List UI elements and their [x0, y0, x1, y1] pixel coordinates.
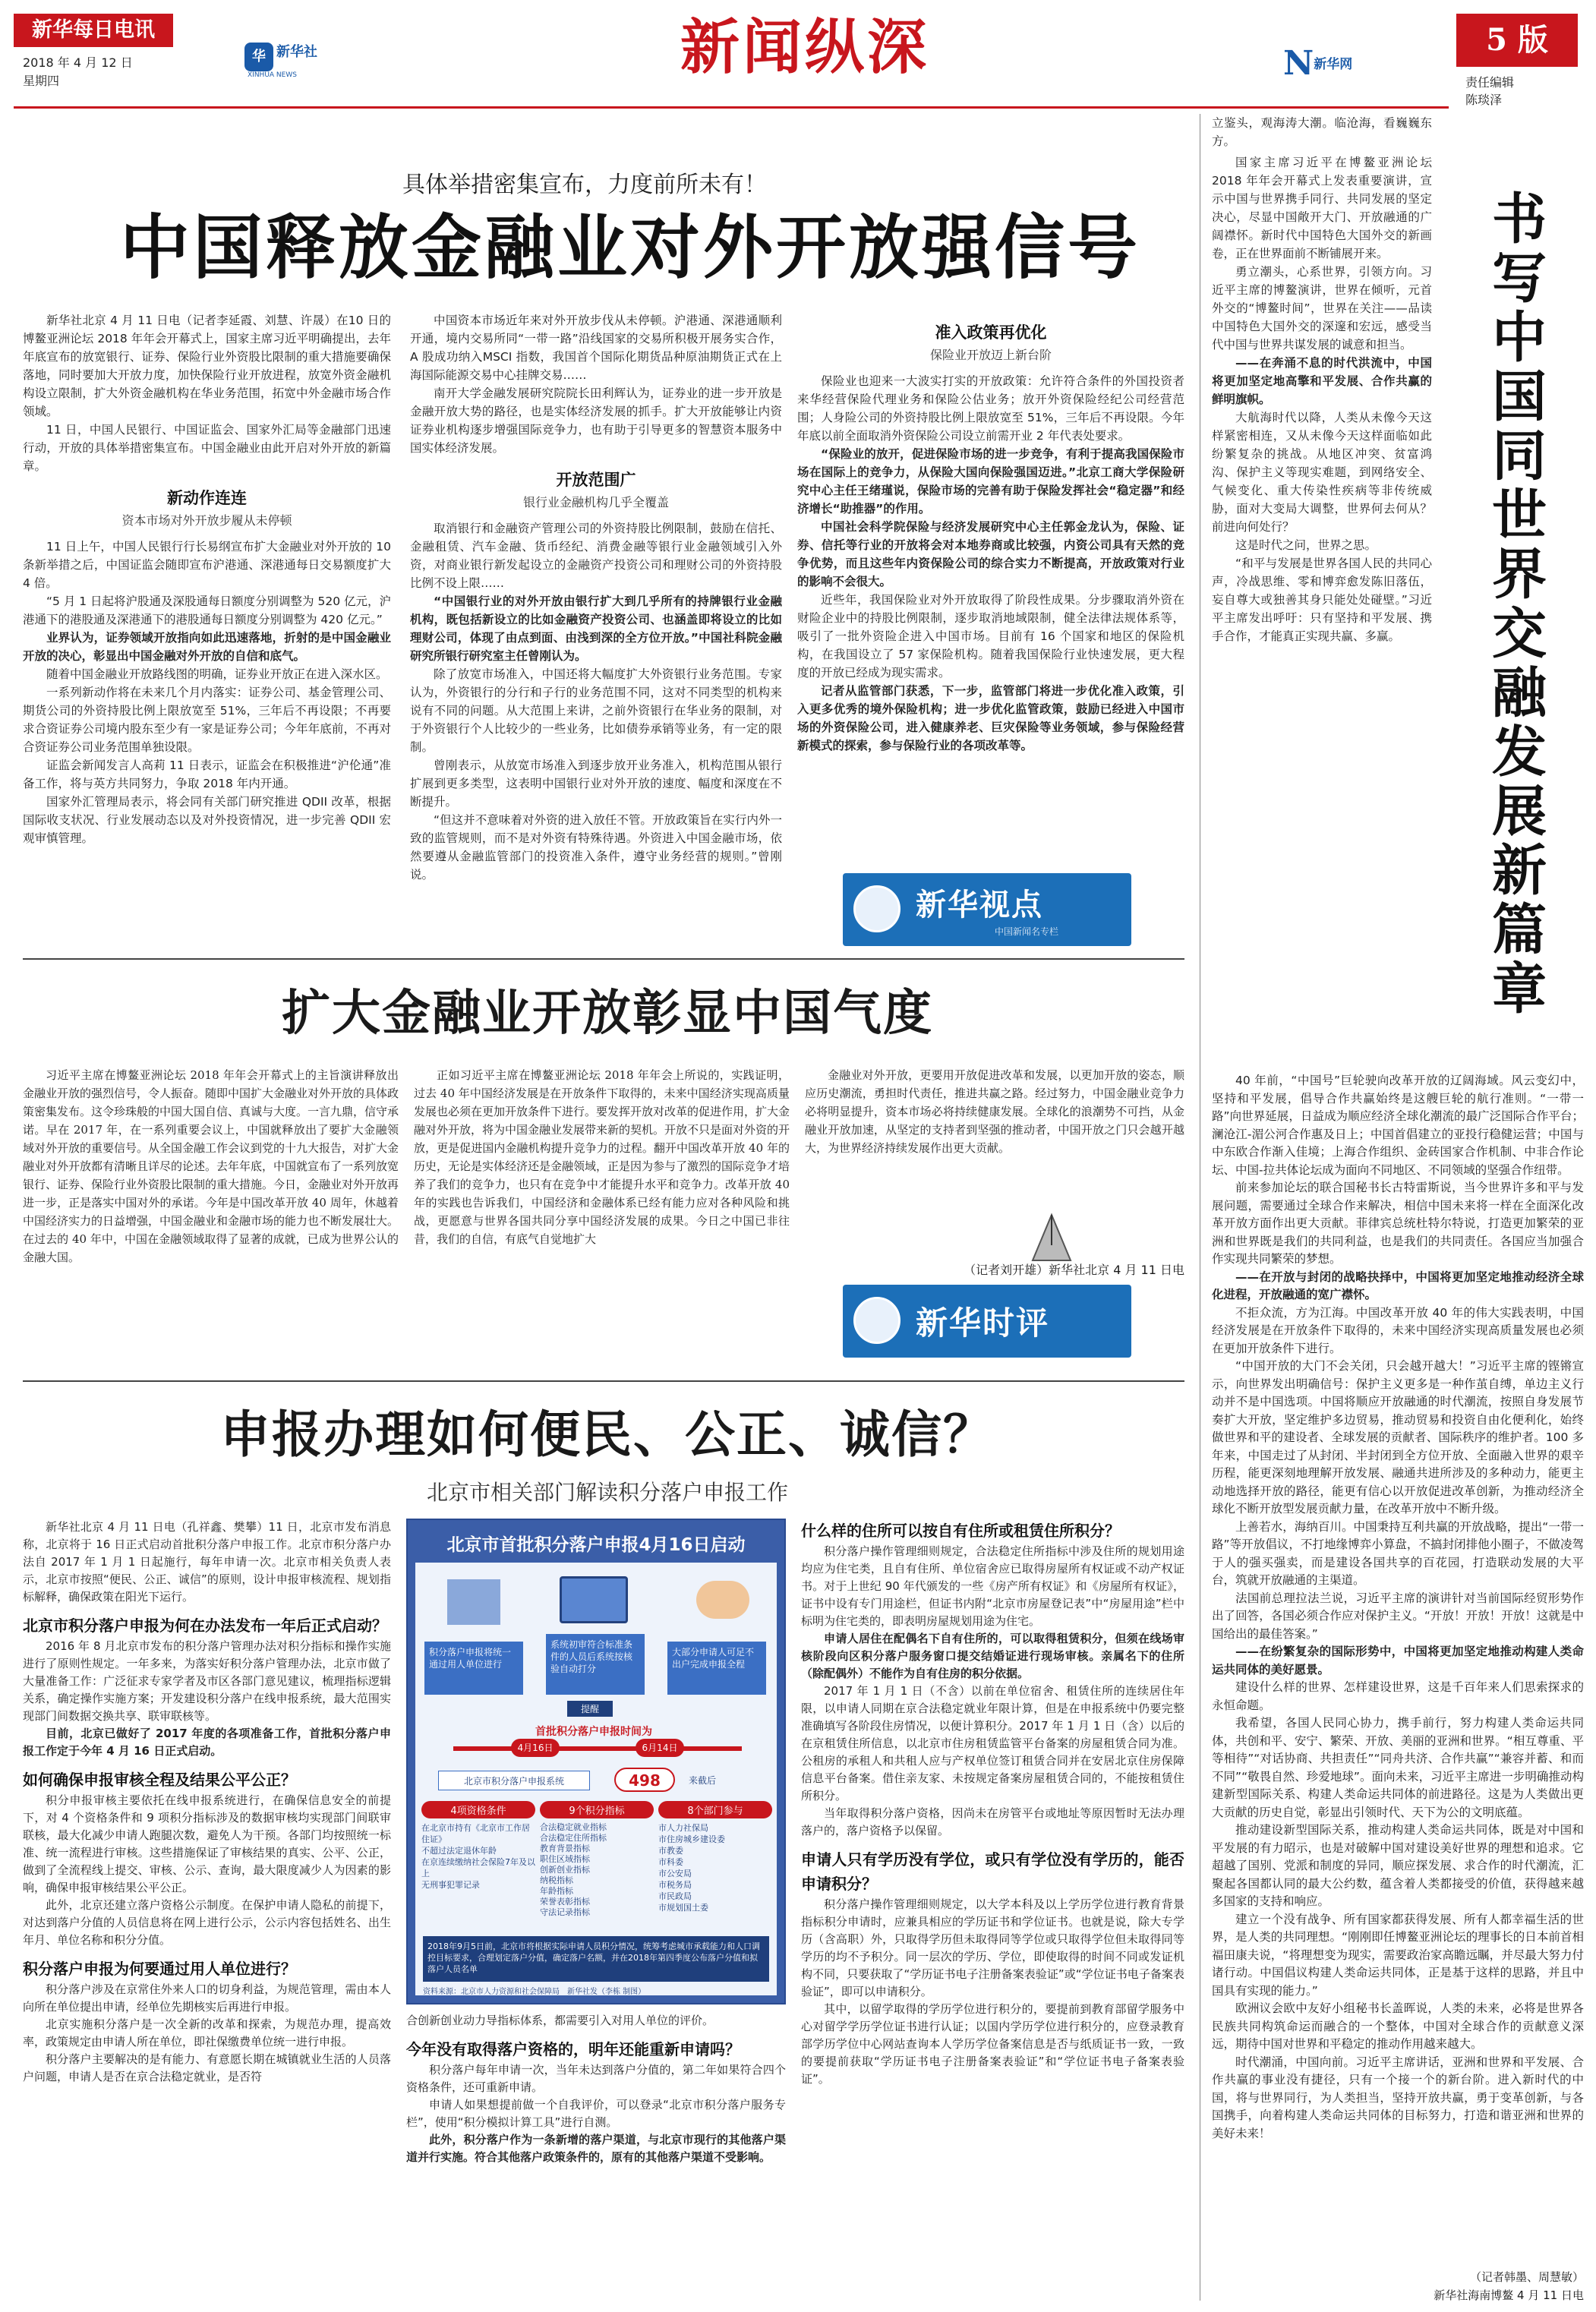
art2-col1: 习近平主席在博鳌亚洲论坛 2018 年年会开幕式上的主旨演讲释放出金融业开放的强烈信号，令人振奋。随即中国扩大金融业对外开放的具体政策密集发布。这令珍珠般的中国大国自信、真诚与大度。一言九鼎，信守承诺。早在 2017 年，在一系列重要会议上，中国就释放出了要扩大金融领域对外开放的重要信号。从全国金融工作会议到党的十九大报告，对扩大金融业对外开放都有清晰且详尽的论述。去年年底，中国就宣布了一系列放宽银行、证券、保险行业外资股比限制的重大措施。今日，金融业对外开放再进一步，正是落实中国对外的承诺。今年是中国改革开放 40 周年，休越着中国经济实力的日益增强，中国金融业和金融市场的能力也不断发展壮大。在过去的 40 年中，中国在金融领域取得了显著的成就，已成为世界公认的金融大国。 — [23, 1068, 399, 1264]
paragraph: 积分落户操作管理细则规定，合法稳定住所指标中涉及住所的规划用途均应为住宅类，且自有住所、单位宿舍应已取得房屋所有权证或不动产权证书。对于上世纪 90 年代颁发的一些《房产所有权证》和《房屋所有权证》，证书中设有专门用途栏，但证书内附“北京市房屋登记表”中“房屋用途”栏中标明为住宅类的，即表明房屋规划用途为住宅。 — [801, 1544, 1184, 1628]
paragraph: 上善若水，海纳百川。中国秉持互利共赢的开放战略，提出“一带一路”等开放倡议，不打地缘博弈小算盘，不搞封闭排他小圈子，不做凌驾于人的强买强卖，而是建设各国共享的百花园，打造联动发展的大平台，筑就开放融通的主渠道。 — [1212, 1519, 1584, 1587]
paragraph: 北京实施积分落户是一次全新的改革和探索，为规范办理，提高效率，政策规定由申请人所在单位，即社保缴费单位统一进行申报。 — [23, 2017, 391, 2049]
paragraph: 积分落户每年申请一次，当年未达到落户分值的，第二年如果符合四个资格条件，还可重新申请。 — [406, 2063, 786, 2094]
divider — [23, 1380, 1184, 1382]
paragraph: 积分落户主要解决的是有能力、有意愿长期在城镇就业生活的人员落户问题，申请人是否在京合法稳定就业，是否符 — [23, 2052, 391, 2083]
paragraph: 欧洲议会欧中友好小组秘书长盖晖说，人类的未来，必将是世界各民族共同构筑命运而融合的一个整体，中国对全球合作的贡献意义深远，期待中国对世界和平稳定的推动作用越来越大。 — [1212, 2001, 1584, 2051]
globe-icon — [853, 1297, 901, 1344]
xinhua-view-title: 新华视点 — [916, 888, 1043, 923]
editor-name: 陈琰泽 — [1465, 93, 1503, 107]
art1-kicker: 具体举措密集宣布，力度前所未有！ — [402, 172, 767, 198]
right-column-top — [1212, 114, 1432, 150]
divider — [23, 958, 1184, 960]
art1-sec3-title: 准入政策再优化 — [935, 323, 1047, 342]
paragraph: 大航海时代以降，人类从未像今天这样紧密相连，又从未像今天这样面临如此纷繁复杂的挑战。从地区冲突、贫富鸿沟、保护主义等现实难题，到网络安全、气候变化、重大传染性疾病等非传统威胁，面对大变局大调整，世界何去何从？前进向何处行？ — [1212, 411, 1432, 534]
paragraph: ——在奔涌不息的时代洪流中，中国将更加坚定地高擎和平发展、合作共赢的鲜明旗帜。 — [1212, 356, 1432, 406]
paragraph: 合创新创业动力导指标体系，都需要引入对用人单位的评价。 — [406, 2014, 714, 2027]
page-number: 5 版 — [1486, 22, 1548, 58]
page-number-box — [1456, 14, 1578, 67]
paragraph: 建设什么样的世界、怎样建设世界，这是千百年来人们思索探求的永恒命题。 — [1212, 1680, 1584, 1712]
paragraph: 积分落户涉及在京常住外来人口的切身利益，为规范管理，需由本人向所在单位提出申请，经单位先期核实后再进行申报。 — [23, 1982, 391, 2014]
paragraph: 中国资本市场近年来对外开放步伐从未停顿。沪港通、深港通顺利开通，境内交易所同“一带一路”沿线国家的交易所积极开展务实合作，A 股成功纳入MSCI 指数，我国首个国际化期货品种原油期货正式在上海国际能源交易中心挂牌交易…… — [410, 314, 782, 382]
infographic-cat-item: 守法记录指标 — [540, 1907, 590, 1917]
infographic-cat — [658, 1801, 772, 1926]
infographic-cat-item: 职住区域指标 — [540, 1854, 590, 1864]
infographic-cat-item: 市公安局 — [658, 1869, 692, 1878]
art3-lead: 新华社北京 4 月 11 日电（孔祥鑫、樊攀）11 日，北京市发布消息称，北京将于 16 日正式启动首批积分落户申报工作。北京市积分落户办法自 2017 年 1 月 1 日起施行，每年申请一次。北京市相关负责人表示，北京市按照“便民、公正、诚信”的原则，设计申报审核流程、规划指标解释，确保政策在阳光下运行。 — [23, 1520, 391, 1604]
infographic-cat-item: 年龄指标 — [540, 1886, 573, 1896]
paragraph: 2016 年 8 月北京市发布的积分落户管理办法对积分指标和操作实施进行了原则性规定。一年多来，为落实好积分落户管理办法，北京市做了大量准备工作：广泛征求专家学者及市区各部门意见建议，梳理指标逻辑关系，确定操作实施方案；开发建设积分落户在线申报系统，最大范围实现部门间数据交换共享、联审联核等。 — [23, 1639, 391, 1723]
paragraph: 此外，积分落户作为一条新增的落户渠道，与北京市现行的其他落户渠道并行实施。符合其他落户政策条件的，原有的其他落户渠道不受影响。 — [406, 2133, 786, 2164]
paragraph: 除了放宽市场准入，中国还将大幅度扩大外资银行业务范围。专家认为，外资银行的分行和子行的业务范围不同，这对不同类型的机构来说有不同的问题。从大范围上来讲，之前外资银行在华业务的限制，对于外资银行个人比较少的一些业务，比如债券承销等业务，有一定的限制。 — [410, 667, 782, 754]
art3-q3: 积分落户申报为何要通过用人单位进行？ — [23, 1960, 296, 1978]
infographic-cat-item: 教育背景指标 — [540, 1844, 590, 1853]
right-credit-2: 新华社海南博鳌 4 月 11 日电 — [1434, 2288, 1584, 2302]
paragraph: 取消银行和金融资产管理公司的外资持股比例限制，鼓励在信托、金融租赁、汽车金融、货币经纪、消费金融等银行业金融领域引入外资，对商业银行新发起设立的金融资产投资公司和理财公司的外资持股比例不设上限…… — [410, 522, 782, 590]
art3-headline: 申报办理如何便民、公正、诚信？ — [220, 1405, 995, 1464]
art1-col2 — [410, 311, 782, 949]
paragraph: ——在开放与封闭的战略抉择中，中国将更加坚定地推动经济全球化进程，开放融通的宽广襟怀。 — [1212, 1270, 1584, 1301]
paragraph: 国家主席习近平在博鳌亚洲论坛 2018 年年会开幕式上发表重要演讲，宣示中国与世界携手同行、共同发展的坚定决心，尽显中国敞开大门、开放融通的广阔襟怀。新时代中国特色大国外交的新画卷，正在世界面前不断铺展开来。 — [1212, 156, 1432, 260]
paragraph: ——在纷繁复杂的国际形势中，中国将更加坚定地推动构建人类命运共同体的美好愿景。 — [1212, 1645, 1584, 1676]
building-icon — [447, 1579, 500, 1625]
xinhua-logo — [244, 43, 320, 88]
infographic-cat — [421, 1801, 535, 1926]
paragraph: 近些年，我国保险业对外开放取得了阶段性成果。分步骤取消外资在财险企业中的持股比例限制，逐步取消地域限制，健全法律法规体系等，吸引了一批外资险企进入中国市场。目前有 16 个国家和地区的保险机构，在我国设立了 57 家保险机构。随着我国保险行业快速发展，更大程度的开放已经成为现实需求。 — [797, 593, 1184, 680]
right-full-text — [1212, 1072, 1584, 2257]
art1-headline: 中国释放金融业对外开放强信号 — [119, 207, 1140, 289]
paragraph: 国家外汇管理局表示，将会同有关部门研究推进 QDII 改革，根据国际收支状况、行业发展动态以及对外投资情况，进一步完善 QDII 宏观审慎管理。 — [23, 795, 391, 845]
timeline-bar — [453, 1746, 742, 1751]
infographic-cat-title: 8个部门参与 — [658, 1801, 772, 1818]
infographic-timeline-title: 首批积分落户申报时间为 — [535, 1726, 652, 1738]
paragraph: 一系列新动作将在未来几个月内落实：证券公司、基金管理公司、期货公司的外资持股比例上限放宽至 51%，三年后不再设限；不再要求合资证券公司境内股东至少有一家是证券公司；今年年底前，不再对合资证券公司业务范围单独设限。 — [23, 686, 391, 754]
art3-q6: 申请人只有学历没有学位，或只有学位没有学历的，能否申请积分？ — [801, 1850, 1184, 1893]
infographic-box3: 大部分申请人可足不出户完成申报全程 — [667, 1642, 766, 1695]
infographic-cat-item: 创新创业指标 — [540, 1865, 590, 1875]
infographic-cat-item: 在北京市持有《北京市工作居住证》 — [421, 1823, 530, 1844]
art3-col2 — [406, 2012, 786, 2297]
paragraph: 随着中国金融业开放路线图的明确，证券业开放正在进入深水区。 — [46, 667, 388, 681]
paragraph: 2017 年 1 月 1 日（不含）以前在单位宿舍、租赁住所的连续居住年限，以申请人同期在京合法稳定就业年限计算，但是在申报系统中仍要完整准确填写各阶段住房情况，以便计算积分。2017 年 1 月 1 日（含）以后的在京租赁住所信息，以北京市住房租赁监管平台备案的房屋租赁合同为准。公租房的承租人和共租人应与产权单位签订租赁合同并在安居北京住房保障信息平台备案。借住亲友家、未按规定备案房屋租赁合同的，不能按租赁住所积分。 — [801, 1684, 1184, 1803]
art1-sec2-sub: 银行业金融机构几乎全覆盖 — [522, 495, 669, 509]
art3-q1: 北京市积分落户申报为何在办法发布一年后正式启动？ — [23, 1617, 387, 1635]
news-logo-icon: N — [1283, 44, 1314, 83]
infographic-cat-item: 纳税指标 — [540, 1875, 573, 1885]
paragraph: 其中，以留学取得的学历学位进行积分的，要提前到教育部留学服务中心对留学学历学位证书进行认证；以国内学历学位进行积分的，应登录教育部学历学位中心网站查询本人学历学位备案信息是否与纸质证书一致，一致的要提前获取“学历证书电子注册备案表验证”和“学位证书电子备案表验证”。 — [801, 2002, 1184, 2086]
news-logo-text: 新华网 — [1314, 57, 1353, 72]
paragraph: “和平与发展是世界各国人民的共同心声，冷战思维、零和博弈愈发陈旧落伍，妄自尊大或独善其身只能处处碰壁。”习近平主席发出呼吁：只有坚持和平发展、携手合作，才能真正实现共赢、多赢。 — [1212, 557, 1432, 643]
infographic-cat-item: 在京连续缴纳社会保险7年及以上 — [421, 1857, 535, 1878]
infographic-system-label: 北京市积分落户申报系统 — [438, 1771, 590, 1790]
infographic-cat-item: 合法稳定就业指标 — [540, 1822, 607, 1832]
art3-q5: 什么样的住所可以按自有住所或租赁住所积分？ — [801, 1522, 1120, 1540]
paragraph: “但这并不意味着对外资的进入放任不管。开放政策旨在实行内外一致的监管规则，而不是对外资有特殊待遇。外资进入中国金融市场，依然要遵从金融监管部门的投资准入条件，遵守业务经营的规则。”曾刚说。 — [410, 813, 782, 882]
masthead-brand: 新华每日电讯 — [32, 18, 155, 42]
paragraph: 证监会新闻发言人高莉 11 日表示，证监会在积极推进“沪伦通”准备工作，将与英方共同努力，争取 2018 年内开通。 — [23, 759, 391, 790]
art1-col1 — [23, 311, 391, 949]
paragraph: 曾刚表示，从放宽市场准入到逐步放开业务准入，机构范围从银行扩展到更多类型，这表明中国银行业对外开放的速度、幅度和深度在不断提升。 — [410, 759, 782, 809]
paragraph: 记者从监管部门获悉，下一步，监管部门将进一步优化准入政策，引入更多优秀的境外保险机构；进一步优化监管政策，鼓励已经进入中国市场的外资保险公司，进入健康养老、巨灾保险等业务领域，参与保险经营新模式的探索，参与保险行业的各项改革等。 — [797, 684, 1184, 752]
paragraph: 勇立潮头，心系世界，引领方向。习近平主席的博鳌演讲，世界在倾听，元首外交的“博鳌时间”，世界在关注——品读中国特色大国外交的深邃和宏远，感受当代中国与世界共谋发展的诚意和担当。 — [1212, 265, 1432, 352]
infographic-cat-title: 9个积分指标 — [540, 1801, 654, 1818]
paragraph: 申请人如果想提前做一个自我评价，可以登录“北京市积分落户服务专栏”，使用“积分模拟计算工具”进行自测。 — [406, 2098, 786, 2129]
infographic-cat-item: 无刑事犯罪记录 — [421, 1880, 480, 1890]
paragraph: “中国银行业的对外开放由银行扩大到几乎所有的持牌银行业金融机构，既包括新设立的比如金融资产投资公司、也涵盖即将设立的比如理财公司，体现了由点到面、由浅到深的全方位开放。”中国社科院金融研究所银行研究室主任曾刚认为。 — [410, 595, 782, 663]
infographic-box1: 积分落户申报将统一通过用人单位进行 — [424, 1642, 523, 1695]
infographic-cat-row — [421, 1801, 771, 1926]
paragraph: 此外，北京还建立落户资格公示制度。在保护申请人隐私的前提下，对达到落户分值的人员信息将在网上进行公示，公示内容包括姓名、出生年月、单位名称和积分分值。 — [23, 1898, 391, 1947]
paragraph: 申请人居住在配偶名下自有住所的，可以取得租赁积分，但须在线场审核阶段向区积分落户服务窗口提交结婚证进行现场审核。亲属名下的住所（除配偶外）不能作为自有住房的积分依据。 — [801, 1632, 1184, 1680]
infographic-cat-item: 市规划国土委 — [658, 1903, 708, 1913]
infographic-cat-item: 不超过法定退休年龄 — [421, 1846, 497, 1856]
masthead-brand-box — [14, 14, 173, 47]
paragraph: 保险业也迎来一大波实打实的开放政策：允许符合条件的外国投资者来华经营保险代理业务和保险公估业务；放开外资保险经纪公司经营范围；人身险公司的外资持股比例上限放宽至 51%，三年后不再设限。今年年底以前全面取消外资保险公司设立前需开业 2 年代表处要求。 — [797, 374, 1184, 443]
right-vertical-title: 书写中国同世界交融发展新篇章 — [1483, 190, 1547, 1019]
paragraph: 40 年前，“中国号”巨轮驶向改革开放的辽阔海域。风云变幻中，坚持和平发展，倡导合作共赢始终是这艘巨轮的航行准则。“一带一路”向世界延展，日益成为顺应经济全球化潮流的最广泛国际合作平台；澜沧江-湄公河合作惠及日上；中国首倡建立的亚投行稳健运营；中国与中东欧合作渐入佳境；上海合作组织、金砖国家合作机制、中非合作论坛、中国-拉共体论坛成为面向不同地区、不同领域的坚强合作纽带。 — [1212, 1074, 1584, 1177]
paragraph: 这是时代之问，世界之思。 — [1235, 538, 1377, 552]
paragraph: 南开大学金融发展研究院院长田利辉认为，证券业的进一步开放是金融开放大势的路径，也是实体经济发展的抓手。扩大开放能够让内资证券业机构逐步增强国际竞争力，也有助于引导更多的智慧资本服务中国实体经济发展。 — [410, 386, 782, 455]
infographic-footer: 2018年9月5日前，北京市将根据实际申请人员积分情况，统筹考虑城市承载能力和人口调控目标要求，合理划定落户分值，确定落户名额，并在2018年第四季度公布落户分值和拟落户人员名单 — [423, 1936, 769, 1982]
paragraph: “保险业的放开，促进保险市场的进一步竞争，有利于提高我国保险市场在国际上的竞争力，从保险大国向保险强国迈进。”北京工商大学保险研究中心主任王绪瑾说，保险市场的完善有助于保险发挥社会“稳定器”和经济增长“助推器”的作用。 — [797, 447, 1184, 516]
art3-col3 — [801, 1519, 1184, 2297]
art1-lead2: 11 日，中国人民银行、中国证监会、国家外汇局等金融部门迅速行动，开放的具体举措密集宣布。中国金融业由此开启对外开放的新篇章。 — [23, 423, 391, 473]
right-side-text — [1212, 153, 1432, 1065]
pen-icon — [1017, 1200, 1086, 1268]
xinhua-view-sub: 中国新闻名专栏 — [995, 926, 1059, 937]
paragraph: 积分落户操作管理细则规定，以大学本科及以上学历学位进行教育背景指标积分申请时，应兼具相应的学历证书和学位证书。也就是说，除大专学历（含高职）外，只取得学历但未取得同等学位或只取得学位但未取得同等学历的均不予积分。同一层次的学历、学位，即使取得的时间不同或发证机构不同，只要获取了“学历证书电子注册备案表验证”或“学位证书电子备案表验证”，即可以申请积分。 — [801, 1897, 1184, 1998]
infographic-cat-item: 市住房城乡建设委 — [658, 1834, 725, 1844]
infographic-cat-item: 市人力社保局 — [658, 1823, 708, 1833]
infographic-cat-item: 合法稳定住所指标 — [540, 1833, 607, 1843]
infographic-cat-item: 荣誉表彰指标 — [540, 1897, 590, 1907]
section-title: 新闻纵深 — [680, 13, 929, 82]
paragraph: 建立一个没有战争、所有国家都获得发展、所有人都幸福生活的世界，是人类的共同理想。“刚刚即任博鳌亚洲论坛的理事长的日本前首相福田康夫说，“将理想变为现实，需要政治家高瞻远瞩，并尽最大努力付诸行动。中国倡议构建人类命运共同体，正是基于这样的思路，并且中国具有实现的能力。” — [1212, 1912, 1584, 1998]
xinhua-logo-text: 新华社 — [276, 44, 317, 60]
timeline-date-end: 6月14日 — [636, 1739, 684, 1757]
handshake-icon — [696, 1581, 749, 1619]
paragraph: 时代潮涌，中国向前。习近平主席讲话，亚洲和世界和平发展、合作共赢的事业没有捷径，只有一个接一个的新台阶。进入新时代的中国，将与世界同行，为人类担当，坚持开放共赢，勇于变革创新，与各国携手，向着构建人类命运共同体的目标努力，打造和谐亚洲和世界的美好未来！ — [1212, 2055, 1584, 2140]
art2-headline: 扩大金融业开放彰显中国气度 — [282, 985, 933, 1042]
art1-sec1-title: 新动作连连 — [167, 489, 247, 507]
art3-q4: 今年没有取得落户资格的，明年还能重新申请吗？ — [406, 2040, 740, 2058]
infographic-cat — [540, 1801, 654, 1926]
infographic-title: 北京市首批积分落户申报4月16日启动 — [446, 1535, 746, 1555]
paragraph: 业界认为，证券领域开放指向如此迅速落地，折射的是中国金融业开放的决心，彰显出中国金融对外开放的自信和底气。 — [23, 631, 391, 663]
editor-label: 责任编辑 — [1465, 75, 1515, 90]
masthead-date: 2018 年 4 月 12 日 — [23, 55, 133, 70]
infographic — [406, 1519, 786, 2004]
art3-deck: 北京市相关部门解读积分落户申报工作 — [426, 1480, 788, 1505]
art2-credit: （记者刘开雄）新华社北京 4 月 11 日电 — [964, 1263, 1184, 1277]
paragraph: 前来参加论坛的联合国秘书长古特雷斯说，当今世界许多和平与发展问题，需要通过全球合作来解决，相信中国未来将一样在全面深化改革开放方面作出更大贡献。菲律宾总统杜特尔特说，打造更加繁荣的亚洲和世界既是我们的共同利益，也是我们的共同责任。各国应当加强合作实现共同繁荣的梦想。 — [1212, 1181, 1584, 1266]
infographic-cat-item: 市民政局 — [658, 1891, 692, 1901]
news-logo — [1283, 43, 1389, 88]
masthead-weekday: 星期四 — [23, 74, 60, 88]
art1-sec1-sub: 资本市场对外开放步履从未停顿 — [121, 513, 292, 528]
xinhua-logo-sub: XINHUA NEWS — [248, 71, 297, 79]
infographic-cat-item: 市教委 — [658, 1846, 683, 1856]
globe-icon — [853, 885, 901, 932]
paragraph: “中国开放的大门不会关闭，只会越开越大！”习近平主席的铿锵宣示，向世界发出明确信号：保护主义更多是一种作茧自缚，单边主义行动并不是中国选项。中国将顺应开放融通的时代潮流，按照自身发展节奏扩大开放，坚定维护多边贸易，推动贸易和投资自由化便利化，始终做世界和平的建设者、全球发展的贡献者、国际秩序的维护者。100 多年来，中国走过了从封闭、半封闭到全方位开放、全面融入世界的艰辛历程，能更深刻地理解开放发展、融通共进所涉及的多种动力，能更主动地选择开放的路径，能更有信心以开放促进改革创新，为推动经济全球化不断开放型发展贡献力量，在改革开放中不断升级。 — [1212, 1359, 1584, 1516]
art2-col3: 金融业对外开放，更要用开放促进改革和发展，以更加开放的姿态，顺应历史潮流，勇担时代责任，推进共赢之路。经过努力，中国金融业竞争力必将明显提升，资本市场必将持续健康发展。全球化的浪潮势不可挡，从金融业开放加速，从坚定的支持者到坚强的推动者，中国开放之门只会越开越大，为世界经济持续发展作出更大贡献。 — [805, 1068, 1184, 1155]
xinhua-view-badge — [843, 873, 1131, 946]
paragraph: 我希望，各国人民同心协力，携手前行，努力构建人类命运共同体，共创和平、安宁、繁荣、开放、美丽的亚洲和世界。“相互尊重、平等相待”“对话协商、共担责任”“同舟共济、合作共赢”“兼容并蓄、和而不同”“敬畏自然、珍爱地球”。面向未来，习近平主席进一步明确推动构建新型国际关系、构建人类命运共同体的前进路径。这是为人类做出更大贡献的历史自觉，彰显出引领时代、天下为公的文明底蕴。 — [1212, 1716, 1584, 1819]
infographic-cat-item: 市科委 — [658, 1857, 683, 1867]
xinhua-logo-icon: 华 — [244, 43, 273, 71]
paragraph: 11 日上午，中国人民银行行长易纲宣布扩大金融业对外开放的 10 条新举措之后，中国证监会随即宣布沪港通、深港通每日交易额度扩大 4 倍。 — [23, 540, 391, 590]
infographic-box2: 系统初审符合标准条件的人员后系统按核验自动打分 — [546, 1634, 645, 1695]
art3-q2: 如何确保申报审核全程及结果公平公正？ — [23, 1771, 296, 1789]
art1-sec3-sub: 保险业开放迈上新台阶 — [929, 348, 1052, 362]
art1-sec2-title: 开放范围广 — [556, 471, 636, 489]
art3-col1 — [23, 1519, 391, 2297]
infographic-cat-item: 市税务局 — [658, 1880, 692, 1890]
computer-icon — [560, 1576, 628, 1623]
infographic-source: 资料来源：北京市人力资源和社会保障局 新华社发（李栋 制图） — [423, 1988, 646, 1996]
paragraph: 推动建设新型国际关系，推动构建人类命运共同体，既是对中国和平发展的有力昭示，也是对破解中国对建设美好世界的理想和追求。它超越了国别、党派和制度的异同，顺应探发展、求合作的时代潮流，汇聚起各国都认同的最大公约数，蕴含着人类都接受的价值，获得越来越多国家的支持和响应。 — [1212, 1823, 1584, 1908]
paragraph: 中国社会科学院保险与经济发展研究中心主任郭金龙认为，保险、证券、信托等行业的开放将会对本地券商或比较强，内资公司具有天然的竞争优势，而且这些年内资保险公司的综合实力不断提高，开放政策对行业的影响不会很大。 — [797, 520, 1184, 588]
paragraph: 不拒众流，方为江海。中国改革开放 40 年的伟大实践表明，中国经济发展是在开放条件下取得的，未来中国经济实现高质量发展也必须在更加开放条件下进行。 — [1212, 1305, 1584, 1355]
paragraph: “5 月 1 日起将沪股通及深股通每日额度分别调整为 520 亿元，沪港通下的港股通及深港通下的港股通每日额度分别调整为 420 亿元。” — [23, 595, 391, 626]
paragraph: 法国前总理拉法兰说，习近平主席的演讲针对当前国际经贸形势作出了回答，各国必须合作应对保护主义。“开放！开放！开放！这就是中国给出的最佳答案。” — [1212, 1591, 1584, 1641]
art1-col3 — [797, 311, 1184, 866]
infographic-score-label: 来截后 — [689, 1775, 717, 1786]
xinhua-review-badge — [843, 1285, 1131, 1358]
timeline-date-start: 4月16日 — [511, 1739, 560, 1757]
paragraph: 立鉴头，观海涛大潮。临沧海，看巍巍东方。 — [1212, 116, 1432, 148]
infographic-score: 498 — [614, 1768, 675, 1792]
masthead-rule — [14, 106, 1449, 109]
infographic-cat-title: 4项资格条件 — [421, 1801, 535, 1818]
xinhua-review-title: 新华时评 — [916, 1304, 1050, 1342]
paragraph: 目前，北京已做好了 2017 年度的各项准备工作，首批积分落户申报工作定于今年 4 月 16 日正式启动。 — [23, 1727, 391, 1758]
art2-col2: 正如习近平主席在博鳌亚洲论坛 2018 年年会上所说的，实践证明，过去 40 年中国经济发展是在开放条件下取得的，未来中国经济实现高质量发展也必须在更加开放条件下进行。要发挥开放对改革的促进作用，扩大金融对外开放，将为中国金融业发展带来新的契机。开放不只是面对外资的开放，更是促进国内金融机构提升竞争力的过程。翻开中国改革开放 40 年的历史，无论是实体经济还是金融领域，正是因为参与了激烈的国际竞争才培养了我们的竞争力，也只有在竞争中才能提升水平和竞争力。改革开放 40 年的实践也告诉我们，中国经济和金融体系已经有能力应对各种风险和挑战，更愿意与世界各国共同分享中国经济发展的成果。今日之中国已非往昔，我们的自信，有底气自觉地扩大 — [414, 1068, 790, 1246]
right-credit-1: （记者韩墨、周慧敏） — [1469, 2270, 1584, 2284]
paragraph: 积分申报审核主要依托在线申报系统进行，在确保信息安全的前提下，对 4 个资格条件和 9 项积分指标涉及的数据审核均实现部门间联审联核，最大化减少申请人跑腿次数，避免人为干预。各部门均按照统一标准、统一流程进行审核。这些措施保证了审核结果的真实、公平、公正，做到了全流程线上提交、审核、公示、查询，最大限度减少人为因素的影响，确保申报审核结果公平公正。 — [23, 1793, 391, 1894]
art1-lead: 新华社北京 4 月 11 日电（记者李延霞、刘慧、许晟）在10 日的博鳌亚洲论坛 2018 年年会开幕式上，国家主席习近平明确提出，去年年底宣布的放宽银行、证券、保险行业外资股比限制的重大措施要确保落地，同时要加大开放力度，加快保险行业开放进程，放宽外资金融机构设立限制，扩大外资金融机构在华业务范围，拓宽中外金融市场合作领域。 — [23, 314, 391, 418]
infographic-step-label: 提醒 — [567, 1701, 613, 1717]
paragraph: 当年取得积分落户资格，因尚未在房管平台或地址等原因暂时无法办理落户的，落户资格予以保留。 — [801, 1806, 1184, 1837]
